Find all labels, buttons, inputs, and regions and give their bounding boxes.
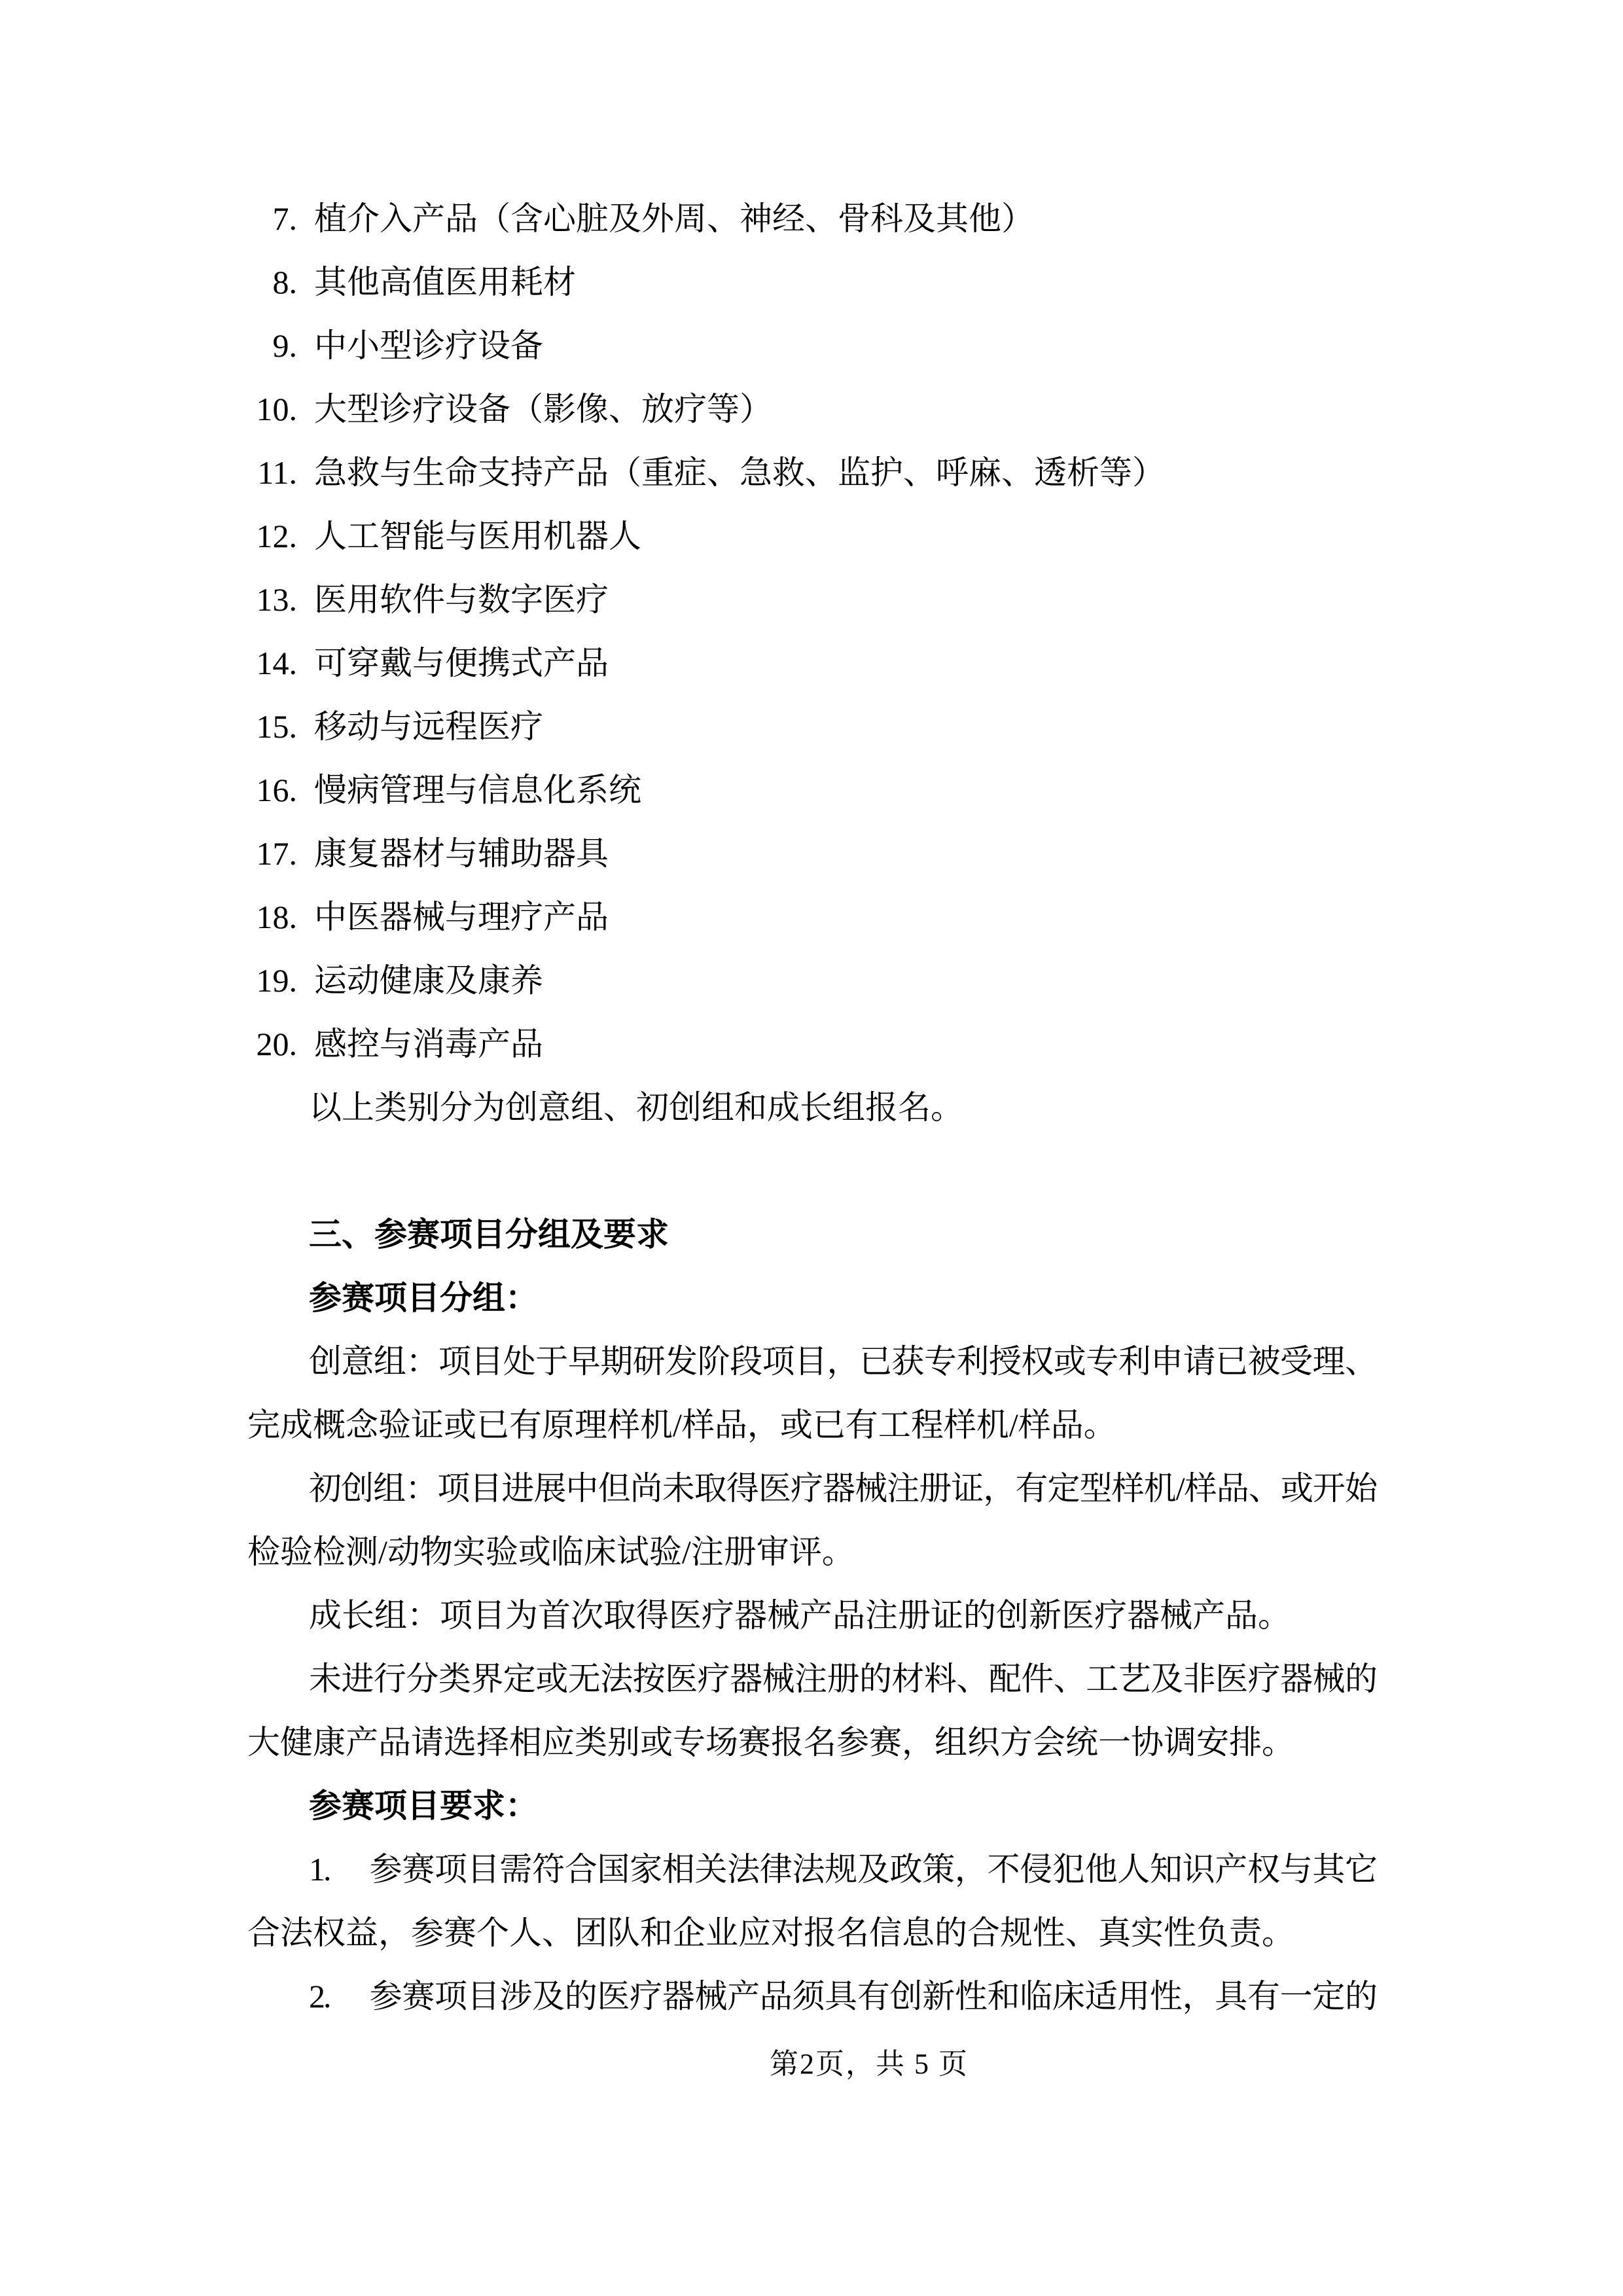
- category-item: [247, 1013, 1376, 1076]
- category-item: [247, 759, 1376, 822]
- item-number: 20.: [256, 1026, 297, 1062]
- paragraph-line: 创意组：项目处于早期研发阶段项目，已获专利授权或专利申请已被受理、: [309, 1343, 1376, 1380]
- item-number: 2.: [309, 1978, 330, 2015]
- item-number: 1.: [309, 1851, 330, 1888]
- item-number: 8.: [272, 264, 297, 300]
- requirements-label: 参赛项目要求：: [309, 1787, 538, 1824]
- paragraph-line: 大健康产品请选择相应类别或专场赛报名参赛，组织方会统一协调安排。: [247, 1724, 1294, 1761]
- item-text: 人工智能与医用机器人: [314, 518, 641, 554]
- item-text: 运动健康及康养: [314, 962, 543, 999]
- section-heading: 三、参赛项目分组及要求: [309, 1216, 669, 1253]
- item-number: 18.: [256, 899, 297, 935]
- requirement-item: [247, 1838, 1376, 1901]
- item-text: 中小型诊疗设备: [314, 327, 543, 364]
- paragraph-line: 检验检测/动物实验或临床试验/注册审评。: [247, 1534, 855, 1570]
- blank-line: [247, 1139, 1376, 1203]
- category-item: [247, 949, 1376, 1013]
- item-text: 移动与远程医疗: [314, 708, 543, 745]
- item-text: 可穿戴与便携式产品: [314, 645, 609, 681]
- category-item: [247, 632, 1376, 695]
- category-item: [247, 505, 1376, 568]
- requirement-item: [247, 1965, 1376, 2028]
- item-text: 感控与消毒产品: [314, 1026, 543, 1062]
- document-body: [247, 187, 1376, 2028]
- category-item: [247, 378, 1376, 441]
- item-text: 医用软件与数字医疗: [314, 581, 609, 618]
- item-text: 大型诊疗设备（影像、放疗等）: [314, 391, 772, 427]
- item-number: 19.: [256, 962, 297, 999]
- item-number: 13.: [256, 581, 297, 618]
- item-text: 慢病管理与信息化系统: [314, 772, 641, 808]
- paragraph-line: 完成概念验证或已有原理样机/样品，或已有工程样机/样品。: [247, 1407, 1116, 1443]
- category-item: [247, 695, 1376, 759]
- category-item: [247, 187, 1376, 251]
- paragraph-line: 合法权益，参赛个人、团队和企业应对报名信息的合规性、真实性负责。: [247, 1914, 1294, 1951]
- category-item: [247, 314, 1376, 378]
- item-text: 参赛项目涉及的医疗器械产品须具有创新性和临床适用性，具有一定的: [368, 1978, 1376, 2015]
- item-text: 植介入产品（含心脏及外周、神经、骨科及其他）: [314, 200, 1034, 237]
- item-number: 10.: [256, 391, 297, 427]
- category-item: [247, 568, 1376, 632]
- item-number: 15.: [256, 708, 297, 745]
- item-number: 7.: [272, 200, 297, 237]
- category-item: [247, 822, 1376, 886]
- item-number: 17.: [256, 835, 297, 872]
- category-note: 以上类别分为创意组、初创组和成长组报名。: [309, 1089, 963, 1126]
- item-text: 康复器材与辅助器具: [314, 835, 609, 872]
- item-text: 其他高值医用耗材: [314, 264, 576, 300]
- category-item: [247, 886, 1376, 949]
- item-text: 中医器械与理疗产品: [314, 899, 609, 935]
- category-item: [247, 441, 1376, 505]
- paragraph-line: 成长组：项目为首次取得医疗器械产品注册证的创新医疗器械产品。: [309, 1597, 1291, 1634]
- item-number: 12.: [256, 518, 297, 554]
- item-number: 14.: [256, 645, 297, 681]
- category-item: [247, 251, 1376, 314]
- item-text: 急救与生命支持产品（重症、急救、监护、呼麻、透析等）: [314, 454, 1165, 491]
- item-number: 11.: [257, 454, 297, 491]
- item-text: 参赛项目需符合国家相关法律法规及政策，不侵犯他人知识产权与其它: [368, 1851, 1376, 1888]
- paragraph-line: 初创组：项目进展中但尚未取得医疗器械注册证，有定型样机/样品、或开始: [309, 1470, 1376, 1507]
- item-number: 9.: [272, 327, 297, 364]
- item-number: 16.: [256, 772, 297, 808]
- page-footer: 第2页，共 5 页: [770, 2048, 969, 2080]
- grouping-label: 参赛项目分组：: [309, 1280, 538, 1316]
- paragraph-line: 未进行分类界定或无法按医疗器械注册的材料、配件、工艺及非医疗器械的: [309, 1660, 1376, 1697]
